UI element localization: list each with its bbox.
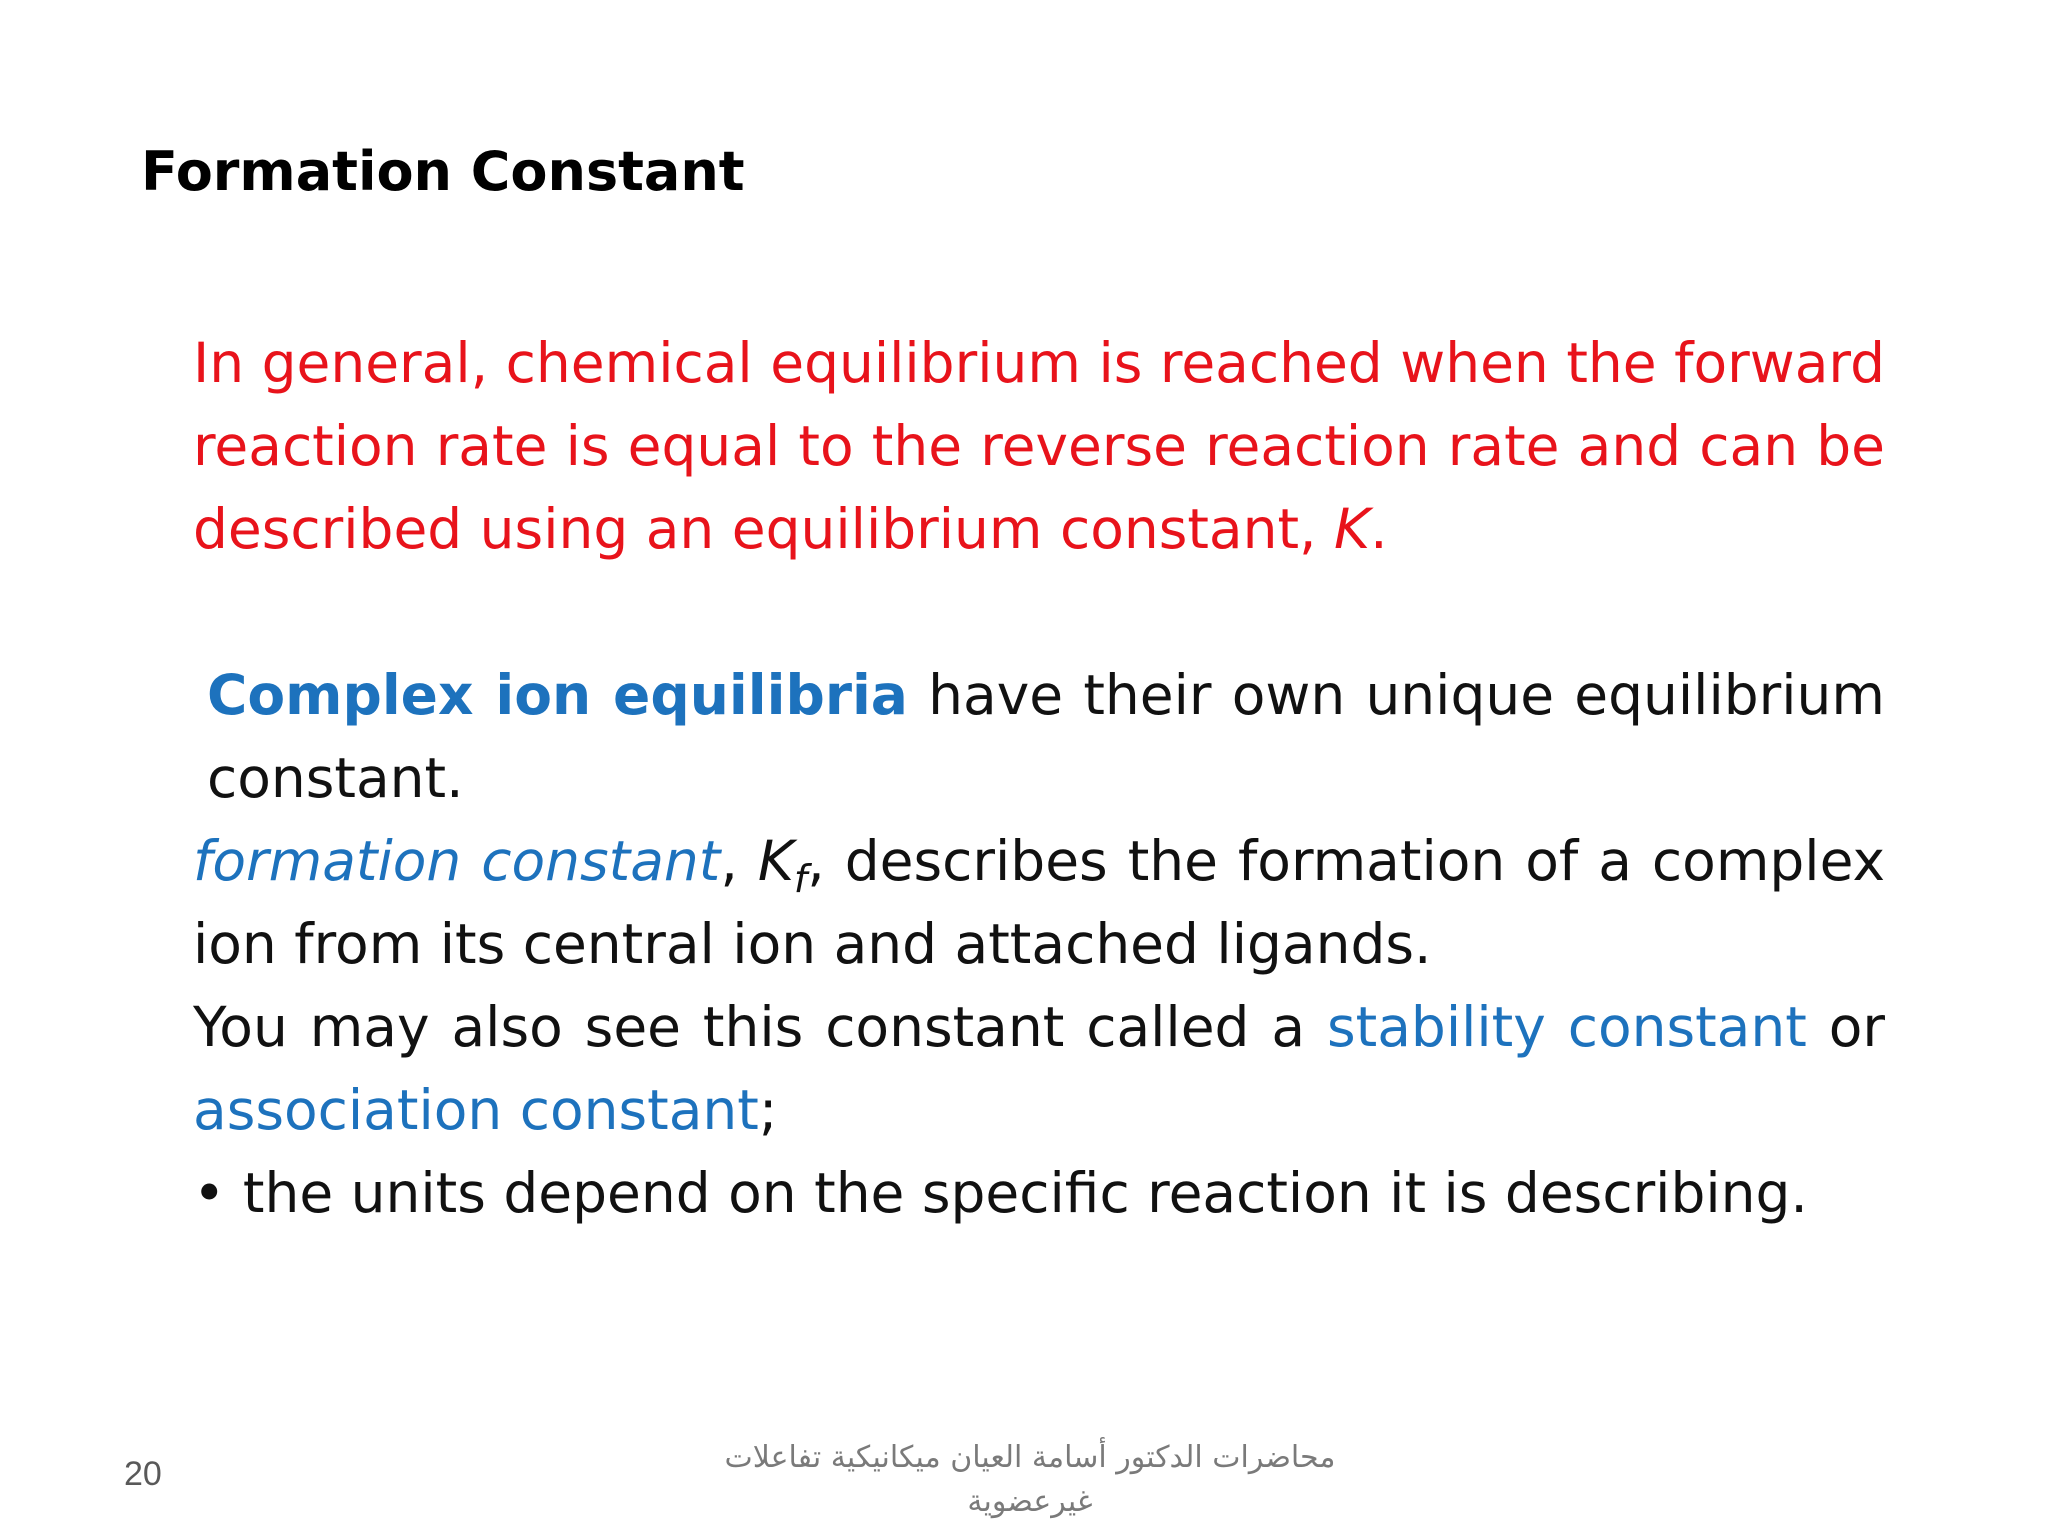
complex-ion-equilibria-term: Complex ion equilibria [207,663,908,727]
comma: , [720,829,758,893]
paragraph-complex-ion [193,654,1885,820]
association-constant-term: association constant [193,1078,759,1142]
slide-title: Formation Constant [141,140,745,203]
kf-symbol: K [757,829,794,893]
stability-constant-term: stability constant [1327,995,1807,1059]
page-number: 20 [124,1455,162,1493]
slide-body [193,322,1885,1235]
period: . [1370,497,1388,561]
footer-lecturer-credit [680,1436,1380,1524]
stability-lead: You may also see this constant called a [193,995,1327,1059]
paragraph-formation-constant [193,820,1885,986]
equilibrium-definition-text: In general, chemical equilibrium is reached when the forward reaction rate is equal to the reverse reaction rate and can be described using an equilibrium constant, [193,331,1885,561]
paragraph-stability-constant [193,986,1885,1152]
paragraph-equilibrium-definition [193,322,1885,571]
footer-line-1: محاضرات الدكتور أسامة العيان ميكانيكية تفاعلات [724,1440,1336,1475]
formation-constant-rest: , describes the formation of a complex ion from its central ion and attached ligands. [193,829,1886,976]
bullet-units [193,1152,1885,1235]
or-word: or [1806,995,1885,1059]
formation-constant-term: formation constant [193,829,721,893]
semicolon: ; [758,1078,778,1142]
bullet-marker: • [193,1161,226,1225]
complex-ion-rest: have their own unique equilibrium constant. [207,663,1885,810]
bullet-text: the units depend on the specific reaction it is describing. [225,1161,1808,1225]
footer-line-2: غيرعضوية [967,1484,1093,1519]
spacer [193,571,1885,654]
k-symbol: K [1334,497,1371,561]
kf-subscript: f [793,857,808,901]
